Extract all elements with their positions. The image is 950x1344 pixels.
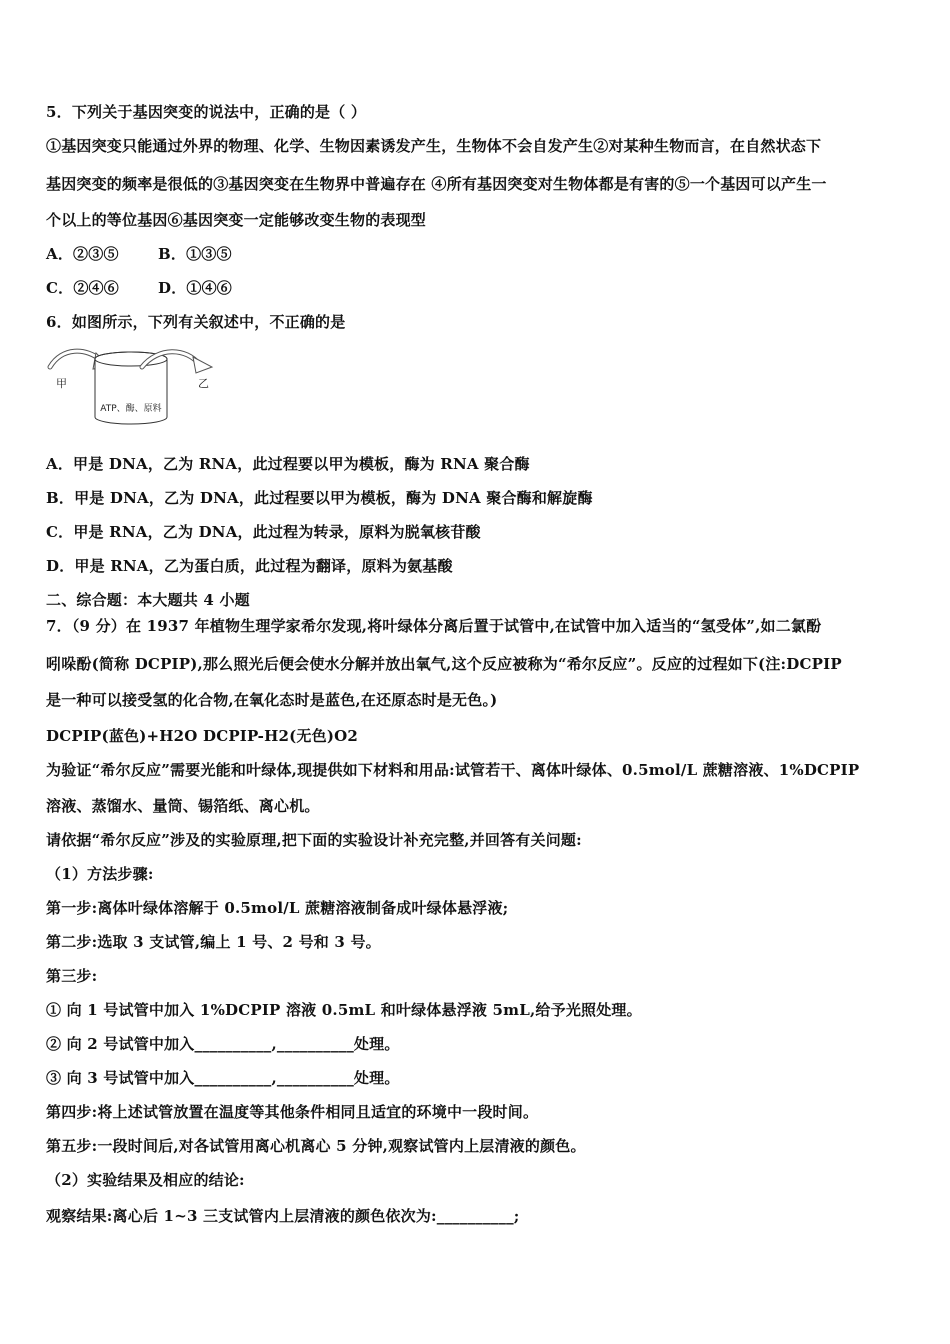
q7-line-5: 为验证“希尔反应”需要光能和叶绿体,现提供如下材料和用品:试管若干、离体叶绿体、0.5mol/L 蔗糖溶液、1%DCPIP	[46, 761, 860, 779]
figure-label-yi: 乙	[198, 377, 209, 390]
q6-stem: 6．如图所示，下列有关叙述中，不正确的是	[46, 313, 346, 331]
q5-body-line-2: 基因突变的频率是很低的③基因突变在生物界中普遍存在 ④所有基因突变对生物体都是有害的⑤一个基因可以产生一	[46, 175, 827, 193]
q7-line-2: 吲哚酚(简称 DCPIP),那么照光后便会使水分解并放出氧气,这个反应被称为“希尔反应”。反应的过程如下(注:DCPIP	[46, 655, 842, 673]
q5-stem: 5．下列关于基因突变的说法中，正确的是（ ）	[46, 103, 367, 121]
q7-step-3-tube-3: ③ 向 3 号试管中加入__________,__________处理。	[46, 1069, 400, 1087]
q7-line-1: 7．（9 分）在 1937 年植物生理学家希尔发现,将叶绿体分离后置于试管中,在试管中加入适当的“氢受体”,如二氯酚	[46, 617, 822, 635]
q7-method-heading: （1）方法步骤:	[46, 865, 154, 883]
q5-option-a: A．②③⑤	[46, 245, 119, 263]
q7-step-1: 第一步:离体叶绿体溶解于 0.5mol/L 蔗糖溶液制备成叶绿体悬浮液;	[46, 899, 509, 917]
q7-line-6: 溶液、蒸馏水、量筒、锡箔纸、离心机。	[46, 797, 320, 815]
q7-line-3: 是一种可以接受氢的化合物,在氧化态时是蓝色,在还原态时是无色。)	[46, 691, 498, 709]
q7-line-7: 请依据“希尔反应”涉及的实验原理,把下面的实验设计补充完整,并回答有关问题:	[46, 831, 582, 849]
q6-option-b: B．甲是 DNA，乙为 DNA，此过程要以甲为模板，酶为 DNA 聚合酶和解旋酶	[46, 489, 593, 507]
q7-equation: DCPIP(蓝色)+H2O DCPIP-H2(无色)O2	[46, 727, 359, 745]
q5-option-b: B．①③⑤	[158, 245, 232, 263]
q6-figure	[46, 345, 226, 435]
q6-option-d: D．甲是 RNA，乙为蛋白质，此过程为翻译，原料为氨基酸	[46, 557, 453, 575]
q7-step-3-heading: 第三步:	[46, 967, 98, 985]
q7-results-line: 观察结果:离心后 1~3 三支试管内上层清液的颜色依次为:__________;	[46, 1207, 520, 1225]
q5-body-line-3: 个以上的等位基因⑥基因突变一定能够改变生物的表现型	[46, 211, 427, 229]
figure-label-jia: 甲	[56, 377, 67, 390]
q7-step-5: 第五步:一段时间后,对各试管用离心机离心 5 分钟,观察试管内上层清液的颜色。	[46, 1137, 586, 1155]
q5-option-c: C．②④⑥	[46, 279, 119, 297]
cylinder-body	[95, 359, 167, 424]
q7-step-2: 第二步:选取 3 支试管,编上 1 号、2 号和 3 号。	[46, 933, 381, 951]
q7-step-3-tube-1: ① 向 1 号试管中加入 1%DCPIP 溶液 0.5mL 和叶绿体悬浮液 5mL,给予光照处理。	[46, 1001, 642, 1019]
figure-label-cylinder: ATP、酶、原料	[100, 404, 162, 414]
q5-body-line-1: ①基因突变只能通过外界的物理、化学、生物因素诱发产生，生物体不会自发产生②对某种生物而言，在自然状态下	[46, 137, 822, 155]
q7-step-4: 第四步:将上述试管放置在温度等其他条件相同且适宜的环境中一段时间。	[46, 1103, 539, 1121]
right-arrow-head	[193, 357, 212, 373]
q6-option-a: A．甲是 DNA，乙为 RNA，此过程要以甲为模板，酶为 RNA 聚合酶	[46, 455, 530, 473]
section2-heading: 二、综合题：本大题共 4 小题	[46, 591, 250, 609]
q5-option-d: D．①④⑥	[158, 279, 233, 297]
q7-results-heading: （2）实验结果及相应的结论:	[46, 1171, 245, 1189]
q6-option-c: C．甲是 RNA，乙为 DNA，此过程为转录，原料为脱氧核苷酸	[46, 523, 481, 541]
q7-step-3-tube-2: ② 向 2 号试管中加入__________,__________处理。	[46, 1035, 400, 1053]
